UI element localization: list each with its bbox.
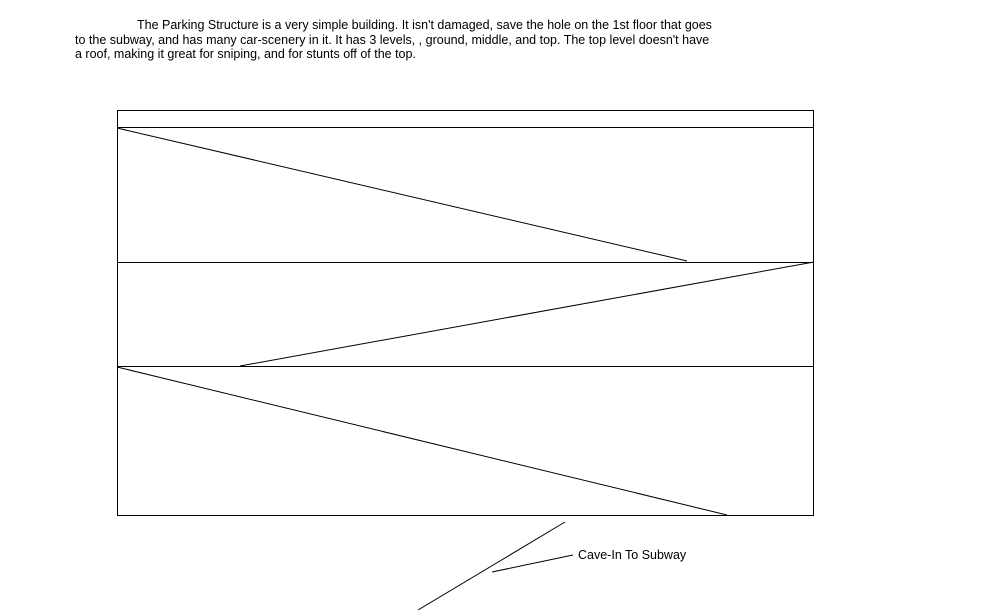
cave-in-label: Cave-In To Subway: [578, 548, 687, 562]
middle-ramp-line: [240, 262, 814, 366]
cave-in-leader-pointer: [492, 555, 573, 572]
upper-ramp-line: [117, 128, 687, 261]
cave-in-leader-main: [418, 522, 565, 610]
lower-ramp-line: [117, 367, 727, 515]
structure-outline: [118, 111, 814, 516]
description-text: The Parking Structure is a very simple building. It isn't damaged, save the hole on the 1st floor that goes to the subway, and has many car-scenery in it. It has 3 levels, , ground, middle, and top. The top level doesn't have a roof, making it great for sniping, and for stunts off of the top.: [75, 18, 712, 61]
